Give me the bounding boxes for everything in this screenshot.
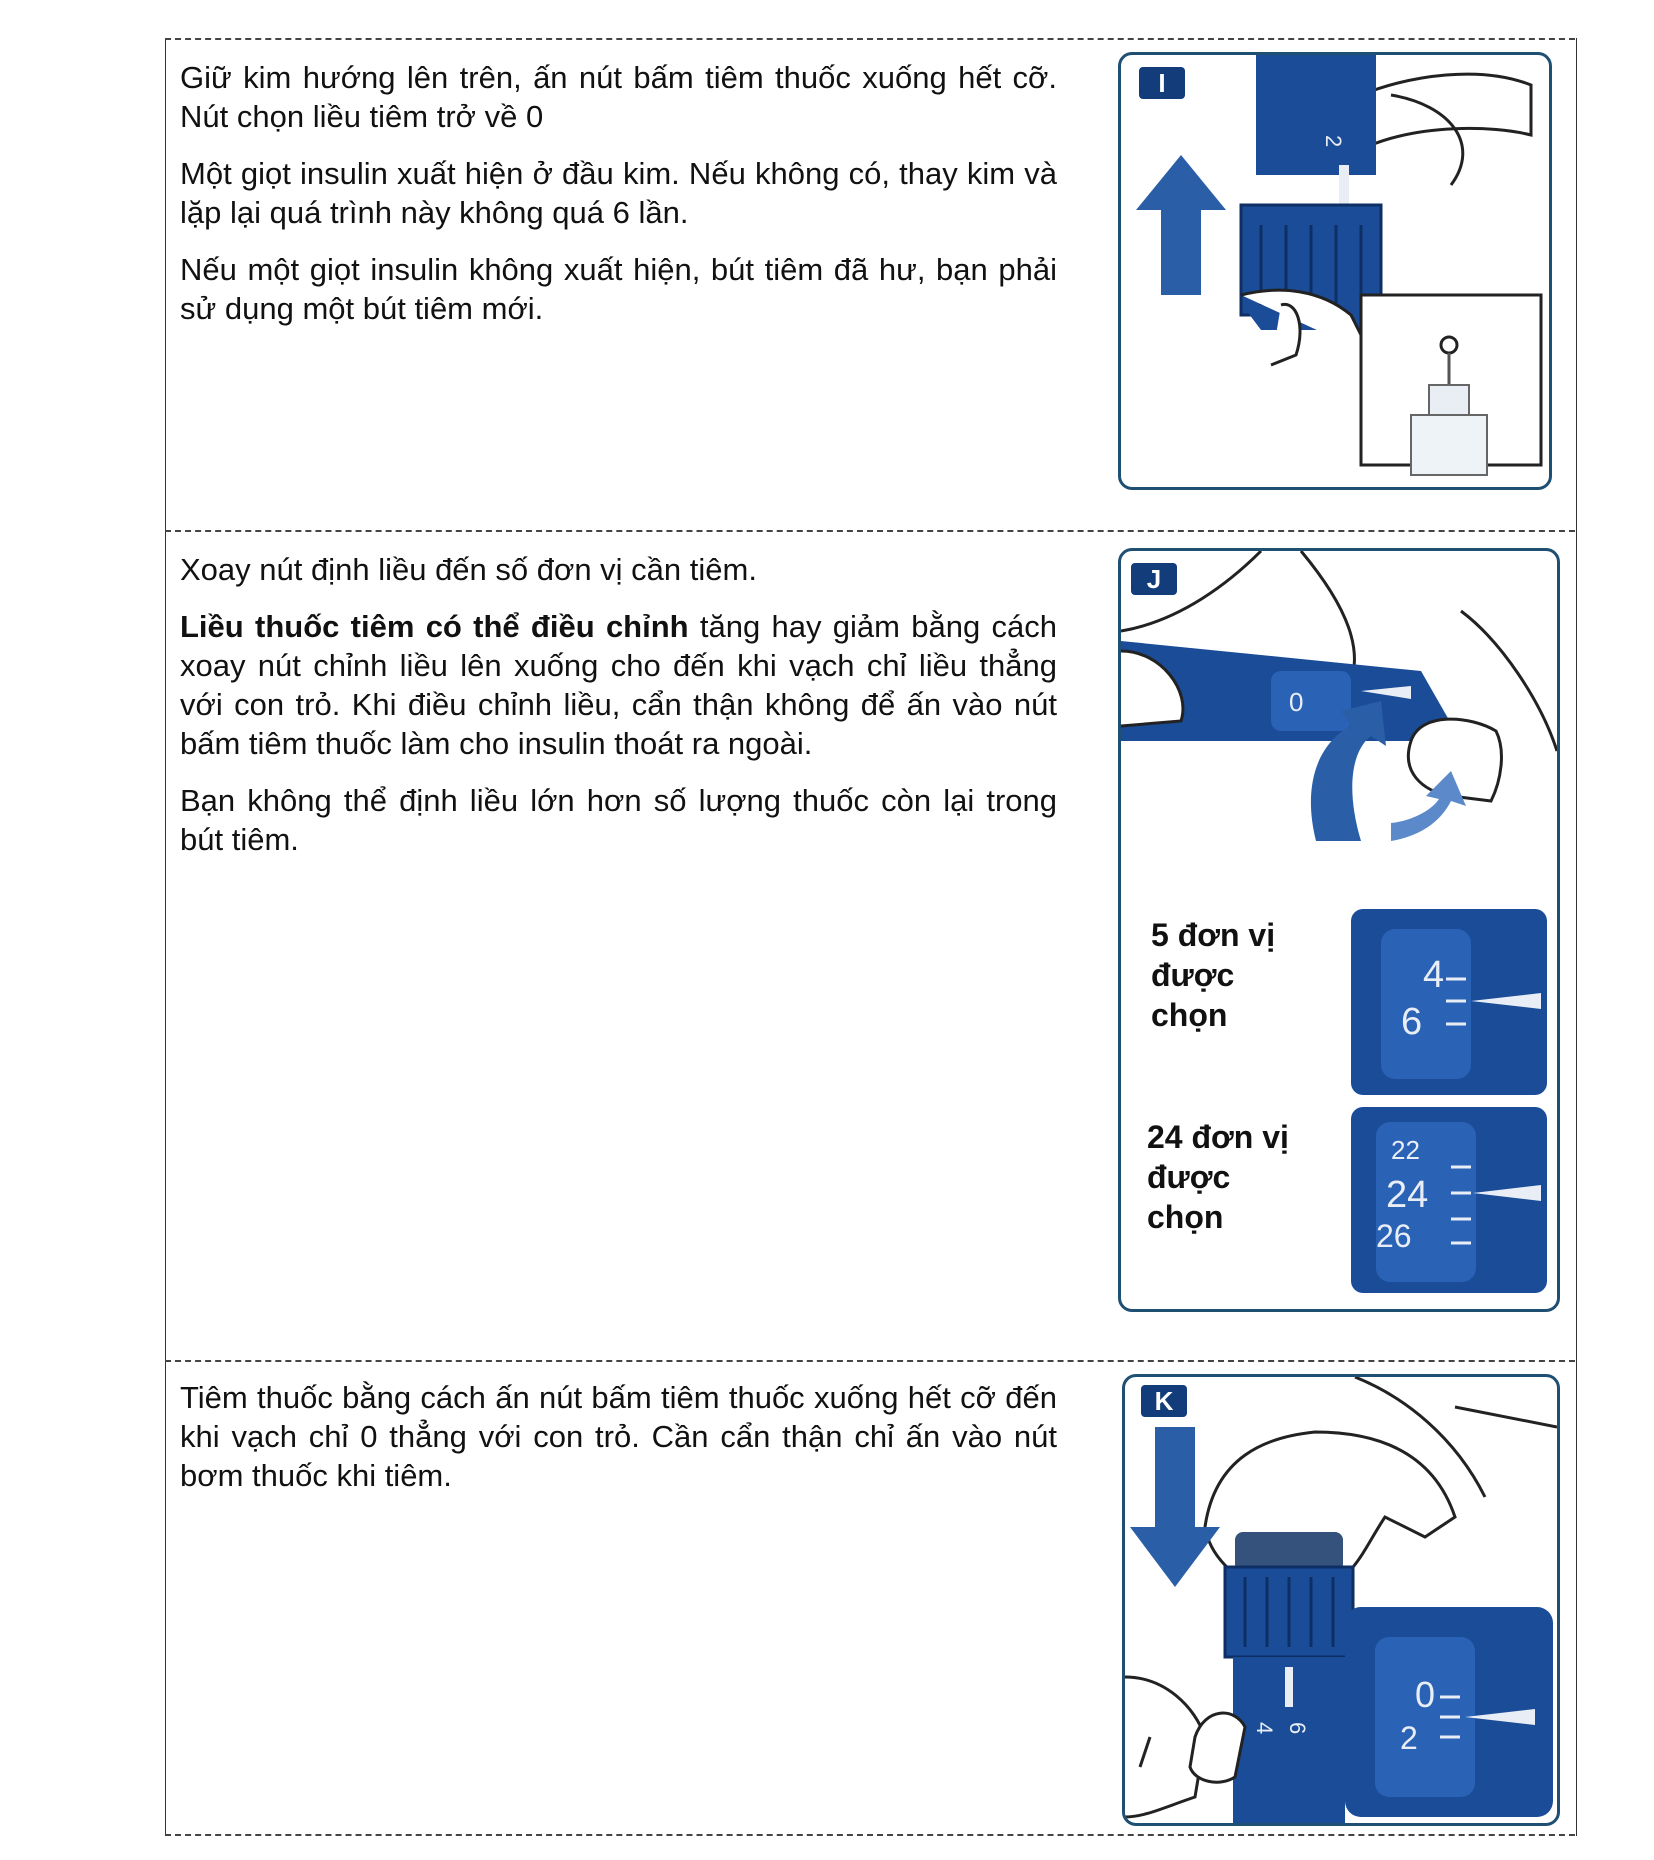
divider-bottom <box>165 1834 1575 1836</box>
window-num-top: 0 <box>1415 1674 1436 1715</box>
pen-upright-illustration <box>1121 55 1549 487</box>
dose-scale-5 <box>1351 909 1547 1095</box>
step-badge-j: J <box>1131 563 1177 595</box>
section-j-paragraph-2-rest: tăng hay giảm bằng cách xoay nút chỉnh liều lên xuống cho đến khi vạch chỉ liều thẳng với con trỏ. Khi điều chỉnh liều, cẩn thận không để ấn vào nút bấm tiêm thuốc làm cho insulin thoát ra ngoài. <box>180 609 1057 761</box>
dose-label-24-line3: chọn <box>1147 1199 1224 1235</box>
dose-24-num-top: 22 <box>1391 1135 1420 1165</box>
section-i-paragraph-2: Một giọt insulin xuất hiện ở đầu kim. Nếu không có, thay kim và lặp lại quá trình này không quá 6 lần. <box>180 156 1057 230</box>
dose-scale-24 <box>1351 1107 1547 1293</box>
section-i-text <box>180 58 1057 346</box>
pen-scale-top: 4 <box>1252 1722 1277 1735</box>
svg-text:2: 2 <box>1321 135 1346 148</box>
section-k-text <box>180 1378 1057 1513</box>
dose-label-24-units <box>1147 1117 1289 1237</box>
dose-5-num-top: 4 <box>1423 954 1445 996</box>
svg-text:0: 0 <box>1289 687 1304 717</box>
dose-24-num-mid: 24 <box>1386 1174 1429 1216</box>
divider-1 <box>165 530 1575 532</box>
section-k-paragraph-1: Tiêm thuốc bằng cách ấn nút bấm tiêm thuốc xuống hết cỡ đến khi vạch chỉ 0 thẳng với con trỏ. Cần cẩn thận chỉ ấn vào nút bơm thuốc khi tiêm. <box>180 1380 1057 1493</box>
illustration-i <box>1118 52 1552 490</box>
dose-label-5-units <box>1151 915 1275 1035</box>
step-badge-i: I <box>1139 67 1185 99</box>
illustration-j <box>1118 548 1560 1312</box>
section-j-bold-phrase: Liều thuốc tiêm có thể điều chỉnh <box>180 609 689 644</box>
dose-label-24-line1: 24 đơn vị <box>1147 1119 1289 1155</box>
dose-window-5-units <box>1351 909 1547 1095</box>
pen-inject-illustration <box>1125 1377 1557 1823</box>
pen-scale-bottom: 6 <box>1285 1722 1310 1735</box>
dose-label-5-line2: được <box>1151 957 1235 993</box>
window-num-bottom: 2 <box>1400 1720 1418 1756</box>
section-i-paragraph-1: Giữ kim hướng lên trên, ấn nút bấm tiêm thuốc xuống hết cỡ. Nút chọn liều tiêm trở về 0 <box>180 60 1057 134</box>
dose-label-5-line3: chọn <box>1151 997 1228 1033</box>
dose-label-5-line1: 5 đơn vị <box>1151 917 1276 953</box>
section-j-paragraph-2 <box>180 607 1057 763</box>
section-j-text <box>180 550 1057 877</box>
dose-window-24-units <box>1351 1107 1547 1293</box>
section-j-paragraph-1: Xoay nút định liều đến số đơn vị cần tiêm. <box>180 552 757 587</box>
dose-5-num-bottom: 6 <box>1401 1001 1423 1043</box>
dose-24-num-bottom: 26 <box>1376 1218 1412 1254</box>
divider-2 <box>165 1360 1575 1362</box>
dose-label-24-line2: được <box>1147 1159 1231 1195</box>
illustration-k <box>1122 1374 1560 1826</box>
divider-top <box>165 38 1575 40</box>
section-j-paragraph-3: Bạn không thể định liều lớn hơn số lượng thuốc còn lại trong bút tiêm. <box>180 783 1057 857</box>
step-badge-k: K <box>1141 1385 1187 1417</box>
section-i-paragraph-3: Nếu một giọt insulin không xuất hiện, bút tiêm đã hư, bạn phải sử dụng một bút tiêm mới. <box>180 252 1057 326</box>
